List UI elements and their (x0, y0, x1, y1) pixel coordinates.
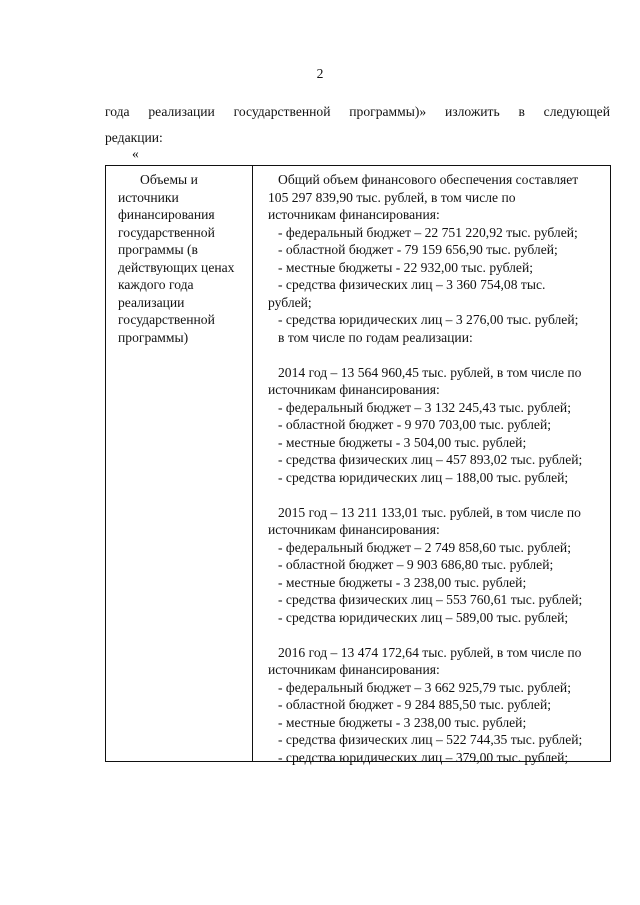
right-cell (268, 171, 608, 766)
year-item: - федеральный бюджет – 3 132 245,43 тыс. рублей; (278, 399, 571, 415)
year-item: - федеральный бюджет – 3 662 925,79 тыс. рублей; (278, 679, 571, 695)
page-number: 2 (316, 66, 324, 81)
year-item: - местные бюджеты - 3 238,00 тыс. рублей; (278, 714, 527, 730)
year-head-line: 2014 год – 13 564 960,45 тыс. рублей, в том числе по (278, 364, 582, 380)
intro-line-2: редакции: (105, 130, 163, 145)
total-block (268, 171, 608, 346)
year-item: - областной бюджет - 9 284 885,50 тыс. рублей; (278, 697, 551, 712)
intro-paragraph (105, 99, 610, 151)
left-line: финансирования (118, 207, 215, 222)
year-item: - областной бюджет - 9 970 703,00 тыс. рублей; (278, 417, 551, 432)
year-head-line: источникам финансирования: (268, 382, 440, 397)
total-item: - средства юридических лиц – 3 276,00 тыс. рублей; (278, 312, 579, 327)
by-years-line: в том числе по годам реализации: (278, 329, 473, 345)
total-item: - местные бюджеты - 22 932,00 тыс. рублей; (278, 259, 534, 275)
year-block-2014 (268, 364, 608, 487)
column-divider (252, 166, 253, 761)
left-line: реализации (118, 294, 185, 310)
left-line: программы) (118, 329, 189, 345)
year-item: - средства физических лиц – 553 760,61 тыс. рублей; (278, 592, 583, 607)
year-item: - федеральный бюджет – 2 749 858,60 тыс. рублей; (278, 539, 571, 555)
year-item: - средства юридических лиц – 188,00 тыс. рублей; (278, 469, 569, 485)
left-line: каждого года (118, 277, 194, 292)
year-item: - местные бюджеты - 3 238,00 тыс. рублей; (278, 574, 527, 590)
year-block-2016 (268, 644, 608, 767)
left-line: государственной (118, 224, 215, 240)
year-item: - областной бюджет – 9 903 686,80 тыс. рублей; (278, 557, 554, 572)
total-item: - средства физических лиц – 3 360 754,08 тыс. (278, 277, 546, 292)
year-head-line: источникам финансирования: (268, 522, 440, 537)
total-head-line: источникам финансирования: (268, 207, 440, 222)
intro-line-1: года реализации государственной программы)» изложить в следующей (105, 104, 610, 119)
left-line: Объемы и (140, 172, 198, 187)
opening-quote: « (132, 146, 139, 161)
total-head-line: 105 297 839,90 тыс. рублей, в том числе по (268, 189, 516, 205)
total-item: - федеральный бюджет – 22 751 220,92 тыс. рублей; (278, 224, 578, 240)
year-item: - средства физических лиц – 522 744,35 тыс. рублей; (278, 732, 583, 747)
left-line: государственной (118, 312, 215, 327)
year-head-line: источникам финансирования: (268, 662, 440, 677)
total-head-line: Общий объем финансового обеспечения составляет (278, 172, 579, 187)
year-block-2015 (268, 504, 608, 627)
left-line: программы (в (118, 242, 198, 257)
year-item: - средства юридических лиц – 589,00 тыс. рублей; (278, 609, 569, 625)
left-cell (118, 171, 248, 346)
total-item-wrap: рублей; (268, 294, 312, 310)
year-item: - местные бюджеты - 3 504,00 тыс. рублей; (278, 434, 527, 450)
year-head-line: 2015 год – 13 211 133,01 тыс. рублей, в том числе по (278, 504, 581, 520)
year-head-line: 2016 год – 13 474 172,64 тыс. рублей, в том числе по (278, 644, 582, 660)
funding-table (105, 165, 611, 765)
left-line: действующих ценах (118, 259, 235, 275)
total-item: - областной бюджет - 79 159 656,90 тыс. рублей; (278, 242, 558, 257)
year-item: - средства юридических лиц – 379,00 тыс. рублей; (278, 749, 569, 765)
left-line: источники (118, 189, 179, 205)
year-item: - средства физических лиц – 457 893,02 тыс. рублей; (278, 452, 583, 467)
